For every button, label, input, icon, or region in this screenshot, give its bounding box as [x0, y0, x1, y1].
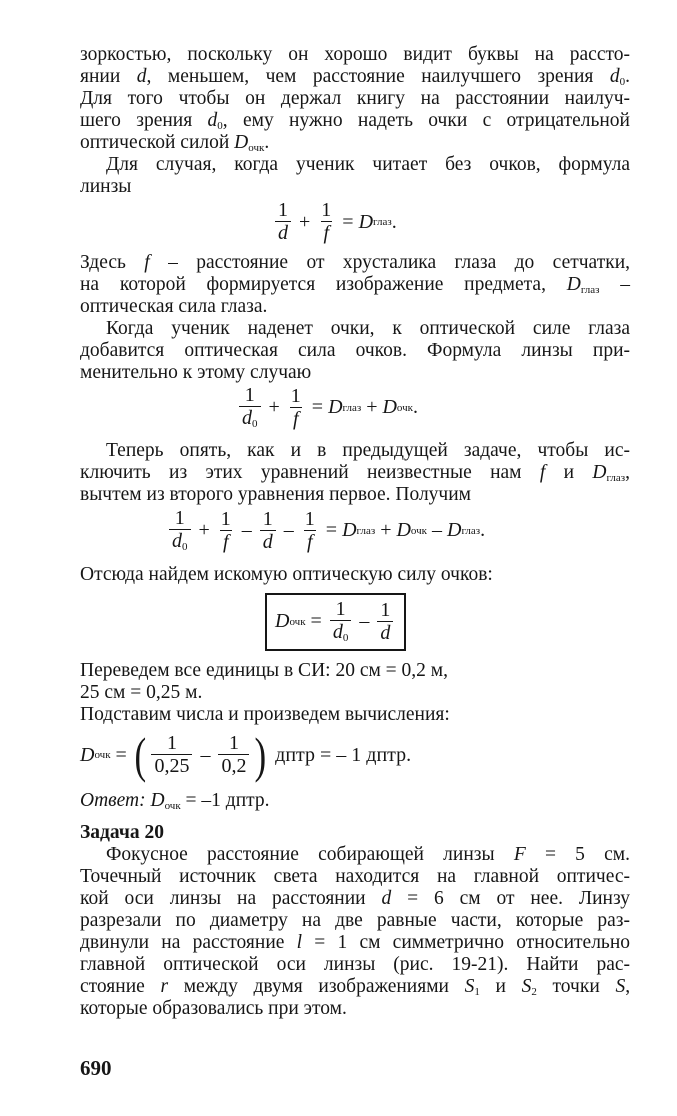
text-line: 25 см = 0,25 м.	[80, 682, 203, 703]
text-line: шего зрения $d_0$, ему нужно надеть очки с отрицательной	[80, 110, 630, 132]
text-line: Подставим числа и произведем вычисления:	[80, 704, 450, 725]
lens-formula-1: $\frac{1}{d}$ + $\frac{1}{f}$ = D глаз .	[272, 200, 397, 244]
text-line: вычтем из второго уравнения первое. Получим	[80, 484, 472, 505]
problem-heading: Задача 20	[80, 822, 164, 843]
text-line: оптической силой $D_{очк}$.	[80, 132, 270, 154]
text-line: разрезали по диаметру на две равные части, которые раз-	[80, 910, 630, 931]
text-line: Для того чтобы он держал книгу на расстоянии наилуч-	[80, 88, 630, 109]
text-line: менительно к этому случаю	[80, 362, 312, 383]
page-number: 690	[80, 1056, 112, 1080]
text-line: Когда ученик наденет очки, к оптической силе глаза	[106, 318, 630, 339]
calculation-formula: D очк = ( $\frac{1}{0,25}$ – $\frac{1}{0,2}$ ) дптр = – 1 дптр.	[80, 727, 412, 783]
text-line: которые образовались при этом.	[80, 998, 347, 1019]
text-line: Здесь f – расстояние от хрусталика глаза до сетчатки,	[80, 252, 631, 273]
text-line: стояние r между двумя изображениями $S_1$ и $S_2$ точки S,	[80, 976, 631, 998]
text-line: на которой формируется изображение предмета, $D_{глаз}$ –	[80, 274, 631, 296]
text-line: кой оси линзы на расстоянии d = 6 см от нее. Линзу	[80, 888, 630, 909]
text-line: двинули на расстояние l = 1 см симметрично относительно	[80, 932, 631, 953]
text-line: зоркостью, поскольку он хорошо видит буквы на рассто-	[80, 44, 630, 65]
lens-formula-2: $\frac{1}{d_0}$ + $\frac{1}{f}$ = D глаз + D очк .	[236, 385, 418, 431]
text-line: янии d, меньшем, чем расстояние наилучшего зрения $d_0$.	[80, 66, 631, 88]
text-line: Отсюда найдем искомую оптическую силу очков:	[80, 564, 493, 585]
text-line: линзы	[80, 176, 132, 197]
difference-formula: $\frac{1}{d_0}$ + $\frac{1}{f}$ – $\frac{1}{d}$ – $\frac{1}{f}$ = D глаз + D очк – D глаз .	[166, 508, 485, 554]
text-line: оптическая сила глаза.	[80, 296, 268, 317]
text-line: Теперь опять, как и в предыдущей задаче, чтобы ис-	[106, 440, 630, 461]
text-line: Фокусное расстояние собирающей линзы F = 5 см.	[106, 844, 630, 865]
text-line: добавится оптическая сила очков. Формула линзы при-	[80, 340, 630, 361]
answer-line: Ответ: $D_{очк} = -1$ дптр.	[80, 790, 270, 812]
text-line: Для случая, когда ученик читает без очков, формула	[106, 154, 630, 175]
boxed-result-formula: D очк = $\frac{1}{d_0}$ – $\frac{1}{d}$	[265, 593, 406, 651]
text-line: ключить из этих уравнений неизвестные нам f и $D_{глаз}$,	[80, 462, 630, 484]
text-line: Переведем все единицы в СИ: 20 см = 0,2 м,	[80, 660, 449, 681]
text-line: главной оптической оси линзы (рис. 19-21). Найти рас-	[80, 954, 630, 975]
text-line: Точечный источник света находится на главной оптичес-	[80, 866, 630, 887]
